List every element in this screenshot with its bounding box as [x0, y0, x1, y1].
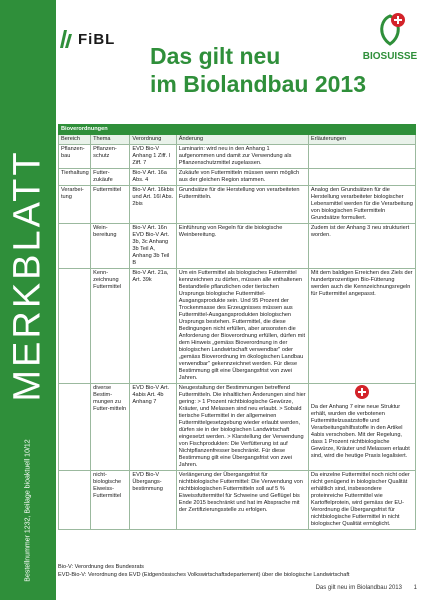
cell-verordnung: EVD Bio-V Art. 4abis Art. 4b Anhang 7 — [130, 384, 176, 471]
cell-verordnung: Bio-V Art. 16a Abs. 4 — [130, 169, 176, 186]
col-header-bereich: Bereich — [59, 135, 91, 145]
page-title — [150, 42, 420, 98]
cell-erlaeuterung — [308, 145, 415, 169]
cell-erlaeuterung: Analog den Grundsätzen für die Herstellung verarbeiteter biologischer Lebensmittel werden für die Verarbeitung von biologischen Futtermitteln Grundsätze formuliert. — [308, 186, 415, 224]
cell-bereich — [59, 269, 91, 384]
table-row — [59, 384, 416, 471]
cell-aenderung: Laminarin: wird neu in den Anhang 1 aufgenommen und damit zur Verwendung als Pflanzenschutzmittel zugelassen. — [176, 145, 308, 169]
swiss-flag-icon — [355, 385, 369, 399]
cell-thema: diverse Bestim-mungen zu Futter-mitteln — [91, 384, 130, 471]
sidebar-footer — [4, 430, 52, 590]
cell-erlaeuterung-wrap — [308, 384, 415, 471]
cell-bereich — [59, 384, 91, 471]
cell-bereich: Pflanzen-bau — [59, 145, 91, 169]
cell-erlaeuterung — [308, 169, 415, 186]
footnotes — [58, 563, 418, 579]
cell-aenderung: Grundsätze für die Herstellung von verarbeiteten Futtermitteln. — [176, 186, 308, 224]
cell-thema: nicht-biologische Eiweiss-Futtermittel — [91, 471, 130, 530]
col-header-verordnung: Verordnung — [130, 135, 176, 145]
fibl-logo-icon — [58, 28, 74, 50]
table-section-header — [59, 125, 416, 135]
merkblatt-label: MERKBLATT — [6, 148, 49, 402]
col-header-erlaeuterungen: Erläuterungen — [308, 135, 415, 145]
cell-erlaeuterung: Mit dem baldigen Erreichen des Ziels der hundertprozentigen Bio-Fütterung werden auch die Kennzeichnungsregeln für Futtermittel angepasst. — [308, 269, 415, 384]
cell-erlaeuterung: Da einzelne Futtermittel noch nicht oder nicht genügend in biologischer Qualität erhältlich sind, insbesondere proteinreiche Futtermittel wie Kartoffelprotein, wird gemäss der EU-Verordnung die Übergangsfrist für nichtbiologische Futtermittel in nicht biologischer Qualität ermöglicht. — [308, 471, 415, 530]
table-row — [59, 269, 416, 384]
footnote-evd-bio-v: EVD-Bio-V: Verordnung des EVD (Eidgenössisches Volkswirtschaftsdepartement) über die biologische Landwirtschaft — [58, 572, 350, 578]
cell-erlaeuterung: Da der Anhang 7 eine neue Struktur erhält, wurden die verbotenen Futtermittelzusatzstoffe und Verarbeitungshilfsstoffe in den Artikel 4abis verschoben. Mit der Regelung, dass 1 Prozent nichtbiologische Gewürze, Kräuter und Melassen erlaubt sind, wird die heutige Praxis legalisiert. — [310, 404, 410, 459]
biosuisse-bud-icon — [382, 13, 405, 44]
cell-bereich — [59, 224, 91, 269]
cell-aenderung: Zukäufe von Futtermitteln müssen wenn möglich aus der gleichen Region stammen. — [176, 169, 308, 186]
page-footer-label: Das gilt neu im Biolandbau 2013 — [315, 585, 402, 591]
page-number: 1 — [413, 585, 417, 591]
cell-verordnung: Bio-V Art. 16n EVD Bio-V Art. 3b, 3c Anhang 3b Teil A, Anhang 3b Teil B — [130, 224, 176, 269]
table-row — [59, 169, 416, 186]
biosuisse-logo-text: BIOSUISSE — [362, 51, 418, 62]
fibl-logo-text: FiBL — [78, 30, 116, 48]
section-title: Bioverordnungen — [59, 125, 416, 135]
order-number: Bestellnummer 1232, Beilage bioaktuell 10/12 — [24, 438, 32, 582]
cell-verordnung: Bio-V Art. 21a, Art. 39k — [130, 269, 176, 384]
cell-aenderung: Um ein Futtermittel als biologisches Futtermittel kennzeichnen zu dürfen, müssen alle enthaltenen Bestandteile pflanzlichen oder tierischen Ursprungs biologische Futtermittel-Ausgangsprodukte sein. Und 95 Prozent der Trockenmasse des Erzeugnisses müssen aus Futtermittel-Ausgangsprodukten biologischen Ursprungs bestehen. Futtermittel, die diese Bedingungen nicht erfüllen, aber ansonsten die Anforderung der Bioverordnung erfüllen, dürfen mit dem Hinweis „gemäss Bioverordnung in der biologischen Landwirtschaft verwendbar" oder „gemäss Bioverordnung im ökologischen Landbau verwendbar" gekennzeichnet werden. Für diese Bestimmung gilt eine Übergangsfrist von zwei Jahren. — [176, 269, 308, 384]
cell-erlaeuterung: Zudem ist der Anhang 3 neu strukturiert worden. — [308, 224, 415, 269]
cell-bereich — [59, 471, 91, 530]
table-header-row — [59, 135, 416, 145]
cell-aenderung: Neugestaltung der Bestimmungen betreffend Futtermitteln. Die inhaltlichen Änderungen sind hier gering: > 1 Prozent nichtbiologische Gewürze, Kräuter, und Melassen sind neu erlaubt. > Sobald tierische Futtermittel in der allgemeinen Futtermittelgesetzgebung wieder erlaubt werden, dürfen sie in der biologischen Landwirtschaft eingesetzt werden. > Klarstellung der Verwendung von Fischprodukten: Die Verfütterung ist auf Nichtpflanzenfresser beschränkt. Für diese Bestimmung gilt eine Übergangsfrist von zwei Jahren. — [176, 384, 308, 471]
table-row — [59, 471, 416, 530]
cell-bereich: Tierhaltung — [59, 169, 91, 186]
cell-thema: Pflanzen-schutz — [91, 145, 130, 169]
cell-aenderung: Einführung von Regeln für die biologische Weinbereitung. — [176, 224, 308, 269]
table-row — [59, 224, 416, 269]
page-title-line1: Das gilt neu — [150, 43, 281, 69]
page-footer — [316, 585, 417, 591]
cell-bereich: Verarbei-tung — [59, 186, 91, 224]
cell-verordnung: Bio-V Art. 16kbis und Art. 16l Abs. 2bis — [130, 186, 176, 224]
col-header-aenderung: Änderung — [176, 135, 308, 145]
page-title-line2: im Biolandbau 2013 — [150, 71, 367, 97]
regulations-table-wrapper — [58, 124, 416, 530]
regulations-table — [58, 124, 416, 530]
cell-aenderung: Verlängerung der Übergangsfrist für nichtbiologische Futtermittel: Die Verwendung von nichtbiologischen Futtermitteln soll auf 5 % Eiweissfuttermittel für Schweine und Geflügel bis Ende 2015 beschränkt und hat im Absprache mit der Zertifizierungsstelle zu erfolgen. — [176, 471, 308, 530]
cell-verordnung: EVD Bio-V Anhang 1 Ziff. I Ziff. 7 — [130, 145, 176, 169]
table-row — [59, 186, 416, 224]
table-row — [59, 145, 416, 169]
cell-thema: Futtermittel — [91, 186, 130, 224]
cell-thema: Futter-zukäufe — [91, 169, 130, 186]
fibl-logo — [58, 24, 128, 54]
cell-thema: Kenn-zeichnung Futtermittel — [91, 269, 130, 384]
col-header-thema: Thema — [91, 135, 130, 145]
cell-verordnung: EVD Bio-V Übergangs-bestimmung — [130, 471, 176, 530]
footnote-bio-v: Bio-V: Verordnung des Bundesrats — [58, 564, 144, 570]
cell-thema: Wein-bereitung — [91, 224, 130, 269]
